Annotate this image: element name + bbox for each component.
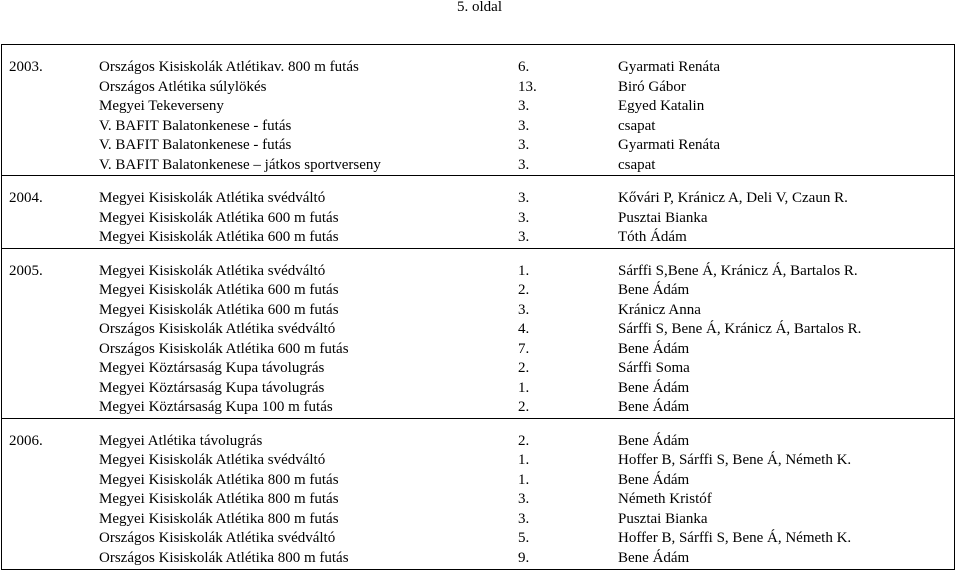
participant-name: Egyed Katalin (618, 98, 705, 114)
result-row (2, 320, 954, 340)
participant-name: Bene Ádám (618, 471, 690, 488)
result-row (2, 189, 954, 209)
placement: 6. (518, 59, 530, 75)
results-table (1, 44, 955, 570)
result-row (2, 510, 954, 530)
competition-name: Megyei Atlétika távolugrás (99, 432, 263, 449)
competition-name: Megyei Kisiskolák Atlétika 600 m futás (99, 282, 339, 298)
participant-name: Hoffer B, Sárffi S, Bene Á, Németh K. (618, 452, 852, 468)
competition-name: Megyei Köztársaság Kupa távolugrás (99, 360, 325, 376)
participant-name: Kővári P, Kránicz A, Deli V, Czaun R. (618, 190, 848, 206)
year-label: 2005. (9, 262, 43, 279)
participant-name: Pusztai Bianka (618, 510, 708, 527)
year-section (2, 248, 954, 418)
competition-name: Megyei Kisiskolák Atlétika svédváltó (99, 190, 326, 206)
participant-name: Tóth Ádám (618, 229, 687, 245)
placement: 1. (518, 471, 530, 488)
placement: 9. (518, 549, 530, 566)
result-row (2, 490, 954, 510)
year-label: 2006. (9, 432, 43, 449)
participant-name: Németh Kristóf (618, 491, 712, 507)
competition-name: V. BAFIT Balatonkenese - futás (99, 137, 292, 153)
participant-name: Bene Ádám (618, 340, 690, 357)
participant-name: Pusztai Bianka (618, 209, 708, 226)
competition-name: Megyei Kisiskolák Atlétika 800 m futás (99, 491, 339, 507)
competition-name: Országos Kisiskolák Atlétika 600 m futás (99, 340, 349, 357)
placement: 7. (518, 340, 530, 357)
result-row (2, 262, 954, 282)
placement: 3. (518, 156, 530, 173)
placement: 13. (518, 78, 537, 95)
placement: 2. (518, 282, 530, 298)
result-row (2, 549, 954, 569)
result-row (2, 117, 954, 137)
participant-name: Bene Ádám (618, 549, 690, 566)
year-section (2, 175, 954, 248)
placement: 1. (518, 379, 530, 396)
placement: 2. (518, 360, 530, 376)
placement: 4. (518, 321, 530, 337)
result-row (2, 359, 954, 379)
placement: 3. (518, 137, 530, 153)
competition-name: Megyei Kisiskolák Atlétika 600 m futás (99, 209, 339, 226)
competition-name: Országos Kisiskolák Atlétika 800 m futás (99, 549, 349, 566)
section-spacer (2, 45, 954, 58)
placement: 5. (518, 530, 530, 546)
result-row (2, 156, 954, 176)
competition-name: Megyei Kisiskolák Atlétika svédváltó (99, 452, 326, 468)
result-row (2, 78, 954, 98)
result-row (2, 209, 954, 229)
competition-name: Megyei Kisiskolák Atlétika 800 m futás (99, 510, 339, 527)
competition-name: V. BAFIT Balatonkenese - futás (99, 117, 292, 134)
placement: 2. (518, 432, 530, 449)
competition-name: Megyei Kisiskolák Atlétika 600 m futás (99, 229, 339, 245)
section-spacer (2, 249, 954, 262)
year-section (2, 45, 954, 175)
result-row (2, 529, 954, 549)
competition-name: Országos Atlétika súlylökés (99, 78, 267, 95)
participant-name: Biró Gábor (618, 78, 686, 95)
placement: 3. (518, 209, 530, 226)
result-row (2, 58, 954, 78)
year-label: 2004. (9, 190, 43, 206)
participant-name: Bene Ádám (618, 432, 690, 449)
result-row (2, 136, 954, 156)
result-row (2, 340, 954, 360)
result-row (2, 379, 954, 399)
result-row (2, 398, 954, 418)
result-row (2, 281, 954, 301)
participant-name: Sárffi S,Bene Á, Kránicz Á, Bartalos R. (618, 262, 858, 279)
participant-name: Hoffer B, Sárffi S, Bene Á, Németh K. (618, 530, 852, 546)
competition-name: Országos Kisiskolák Atlétika svédváltó (99, 530, 336, 546)
competition-name: Megyei Kisiskolák Atlétika 800 m futás (99, 471, 339, 488)
participant-name: Sárffi Soma (618, 360, 690, 376)
participant-name: Bene Ádám (618, 379, 690, 396)
participant-name: Bene Ádám (618, 282, 690, 298)
competition-name: Megyei Kisiskolák Atlétika 600 m futás (99, 301, 339, 318)
participant-name: Sárffi S, Bene Á, Kránicz Á, Bartalos R. (618, 321, 862, 337)
participant-name: Bene Ádám (618, 399, 690, 415)
placement: 3. (518, 117, 530, 134)
competition-name: Országos Kisiskolák Atlétikav. 800 m futás (99, 59, 359, 75)
section-spacer (2, 419, 954, 432)
placement: 3. (518, 190, 530, 206)
placement: 3. (518, 510, 530, 527)
competition-name: Országos Kisiskolák Atlétika svédváltó (99, 321, 336, 337)
section-spacer (2, 176, 954, 189)
competition-name: Megyei Köztársaság Kupa távolugrás (99, 379, 325, 396)
placement: 3. (518, 301, 530, 318)
placement: 3. (518, 229, 530, 245)
competition-name: V. BAFIT Balatonkenese – játkos sportverseny (99, 156, 381, 173)
result-row (2, 228, 954, 248)
competition-name: Megyei Kisiskolák Atlétika svédváltó (99, 262, 326, 279)
competition-name: Megyei Köztársaság Kupa 100 m futás (99, 399, 333, 415)
placement: 3. (518, 98, 530, 114)
participant-name: Gyarmati Renáta (618, 59, 721, 75)
participant-name: Kránicz Anna (618, 301, 701, 318)
year-section (2, 418, 954, 569)
participant-name: csapat (618, 156, 656, 173)
participant-name: csapat (618, 117, 656, 134)
result-row (2, 301, 954, 321)
placement: 3. (518, 491, 530, 507)
result-row (2, 451, 954, 471)
result-row (2, 432, 954, 452)
result-row (2, 471, 954, 491)
placement: 2. (518, 399, 530, 415)
result-row (2, 97, 954, 117)
placement: 1. (518, 452, 530, 468)
year-label: 2003. (9, 59, 43, 75)
competition-name: Megyei Tekeverseny (99, 98, 224, 114)
participant-name: Gyarmati Renáta (618, 137, 721, 153)
placement: 1. (518, 262, 530, 279)
page-number: 5. oldal (457, 0, 502, 15)
